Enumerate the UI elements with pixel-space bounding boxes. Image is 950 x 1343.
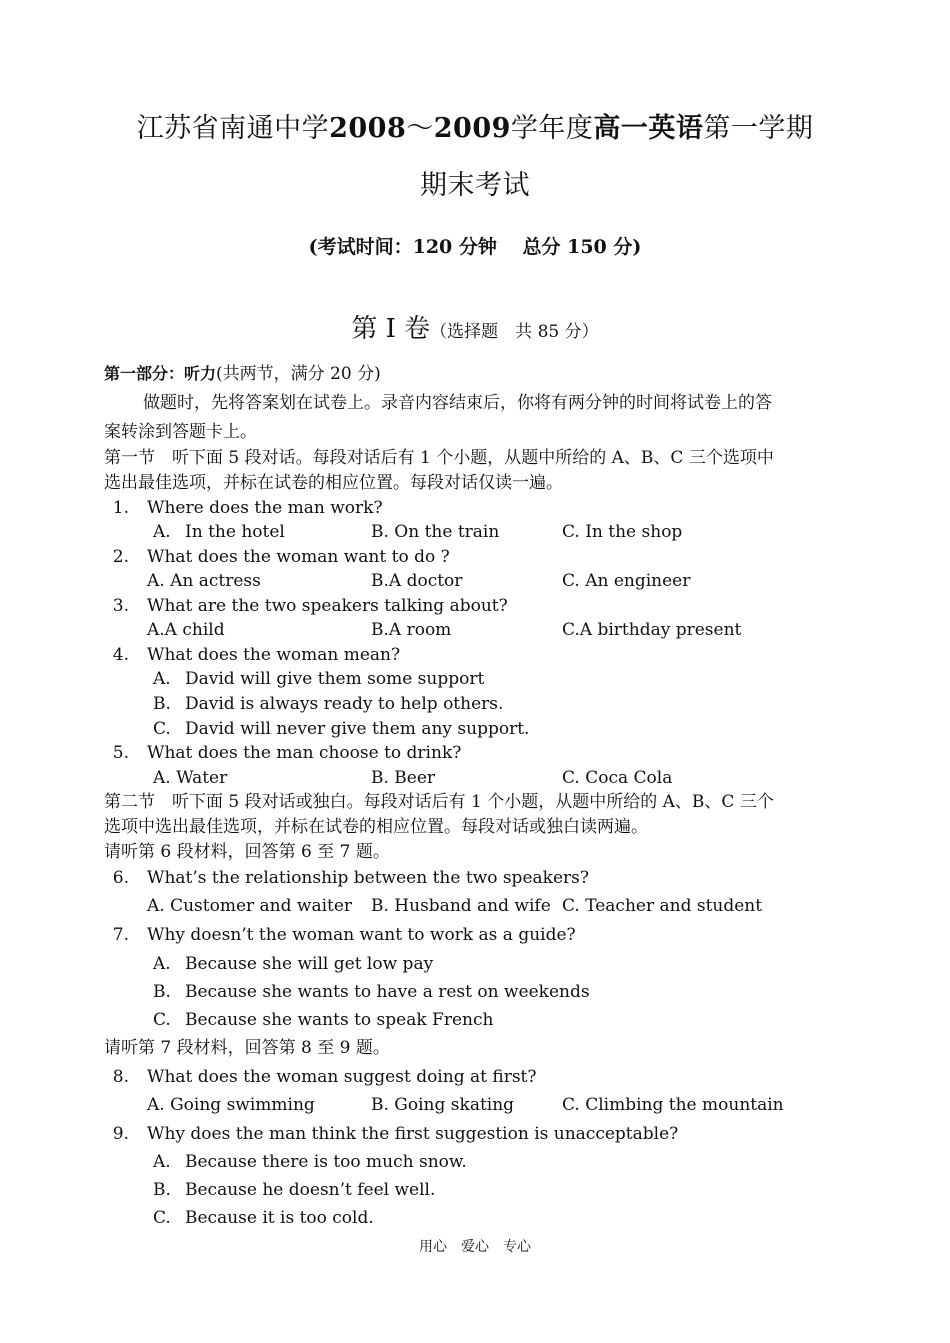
question-text: What are the two speakers talking about? bbox=[147, 596, 508, 616]
question-number: 4. bbox=[112, 645, 129, 665]
option-letter: B. bbox=[153, 694, 171, 714]
option-text: David is always ready to help others. bbox=[185, 694, 504, 714]
section1-line2: 选出最佳选项，并标在试卷的相应位置。每段对话仅读一遍。 bbox=[104, 473, 563, 493]
title-semester: 第一学期 bbox=[703, 113, 814, 144]
section2-line2: 选项中选出最佳选项，并标在试卷的相应位置。每段对话或独白读两遍。 bbox=[104, 817, 648, 837]
question-text: Why doesn’t the woman want to work as a guide? bbox=[147, 925, 576, 945]
option-letter: C. bbox=[153, 1208, 171, 1228]
page-footer: 用心 爱心 专心 bbox=[419, 1239, 531, 1255]
question-text: What’s the relationship between the two speakers? bbox=[147, 868, 589, 888]
part1-header bbox=[104, 363, 381, 385]
option-b: B. Going skating bbox=[371, 1095, 515, 1115]
option-text: Because she wants to have a rest on weekends bbox=[185, 982, 590, 1002]
title-subject: 高一英语 bbox=[593, 113, 704, 144]
material-6-instruction: 请听第 6 段材料，回答第 6 至 7 题。 bbox=[104, 842, 390, 862]
question-number: 9. bbox=[112, 1124, 129, 1144]
title-tilde: ～ bbox=[406, 113, 434, 144]
section1-line1: 第一节 听下面 5 段对话。每段对话后有 1 个小题，从题中所给的 A、B、C 三个选项中 bbox=[104, 448, 774, 468]
option-text: Because she will get low pay bbox=[185, 954, 434, 974]
volume-heading bbox=[0, 308, 950, 345]
option-a: A.A child bbox=[147, 620, 225, 640]
option-letter: C. bbox=[153, 1010, 171, 1030]
option-c: C. Teacher and student bbox=[562, 896, 763, 916]
option-text: Because he doesn’t feel well. bbox=[185, 1180, 436, 1200]
option-a: A. Customer and waiter bbox=[147, 896, 353, 916]
material-7-instruction: 请听第 7 段材料，回答第 8 至 9 题。 bbox=[104, 1038, 390, 1058]
title-academic-year: 学年度 bbox=[510, 113, 594, 144]
option-letter: B. bbox=[153, 982, 171, 1002]
option-b: B. Beer bbox=[371, 768, 436, 788]
question-number: 6. bbox=[112, 868, 129, 888]
question-number: 3. bbox=[112, 596, 129, 616]
option-text: Because there is too much snow. bbox=[185, 1152, 467, 1172]
exam-title bbox=[0, 106, 950, 145]
instructions-line2: 案转涂到答题卡上。 bbox=[104, 422, 257, 442]
option-c: C. In the shop bbox=[562, 522, 683, 542]
option-letter: A. bbox=[153, 1152, 171, 1172]
volume-note: （选择题 共 85 分） bbox=[430, 322, 599, 342]
exam-title-line2: 期末考试 bbox=[420, 170, 530, 201]
option-b: B.A doctor bbox=[371, 571, 463, 591]
question-text: Why does the man think the first suggestion is unacceptable? bbox=[147, 1124, 679, 1144]
option-a: A. Going swimming bbox=[147, 1095, 315, 1115]
option-text: David will give them some support bbox=[185, 669, 485, 689]
option-a: A. Water bbox=[153, 768, 228, 788]
option-letter: C. bbox=[153, 719, 171, 739]
part1-header-rest: (共两节，满分 20 分) bbox=[216, 364, 381, 384]
option-a: A. An actress bbox=[147, 571, 261, 591]
option-c: C. An engineer bbox=[562, 571, 691, 591]
option-letter: A. bbox=[153, 669, 171, 689]
question-text: What does the woman suggest doing at first? bbox=[147, 1067, 537, 1087]
title-school: 江苏省南通中学 bbox=[136, 113, 330, 144]
option-text: Because it is too cold. bbox=[185, 1208, 374, 1228]
option-letter: A. bbox=[153, 522, 171, 542]
option-c: C.A birthday present bbox=[562, 620, 742, 640]
title-year-start: 2008 bbox=[329, 113, 407, 144]
option-c: C. Climbing the mountain bbox=[562, 1095, 784, 1115]
option-b: B. On the train bbox=[371, 522, 500, 542]
part1-header-bold: 第一部分：听力 bbox=[104, 364, 217, 383]
question-number: 7. bbox=[112, 925, 129, 945]
option-b: B.A room bbox=[371, 620, 452, 640]
option-text: Because she wants to speak French bbox=[185, 1010, 494, 1030]
exam-info: (考试时间：120 分钟 总分 150 分) bbox=[308, 236, 642, 258]
question-number: 1. bbox=[112, 498, 129, 518]
question-number: 2. bbox=[112, 547, 129, 567]
section2-line1: 第二节 听下面 5 段对话或独白。每段对话后有 1 个小题，从题中所给的 A、B、C 三个 bbox=[104, 792, 774, 812]
option-text: David will never give them any support. bbox=[185, 719, 530, 739]
option-b: B. Husband and wife bbox=[371, 896, 551, 916]
question-text: What does the woman want to do ? bbox=[147, 547, 450, 567]
question-text: Where does the man work? bbox=[147, 498, 383, 518]
option-c: C. Coca Cola bbox=[562, 768, 673, 788]
title-year-end: 2009 bbox=[433, 113, 511, 144]
question-number: 5. bbox=[112, 743, 129, 763]
option-letter: B. bbox=[153, 1180, 171, 1200]
question-text: What does the woman mean? bbox=[147, 645, 401, 665]
option-letter: A. bbox=[153, 954, 171, 974]
instructions-line1: 做题时，先将答案划在试卷上。录音内容结束后，你将有两分钟的时间将试卷上的答 bbox=[143, 393, 772, 413]
option-a: In the hotel bbox=[185, 522, 285, 542]
question-number: 8. bbox=[112, 1067, 129, 1087]
question-text: What does the man choose to drink? bbox=[147, 743, 462, 763]
volume-title: 第 I 卷 bbox=[351, 314, 431, 344]
